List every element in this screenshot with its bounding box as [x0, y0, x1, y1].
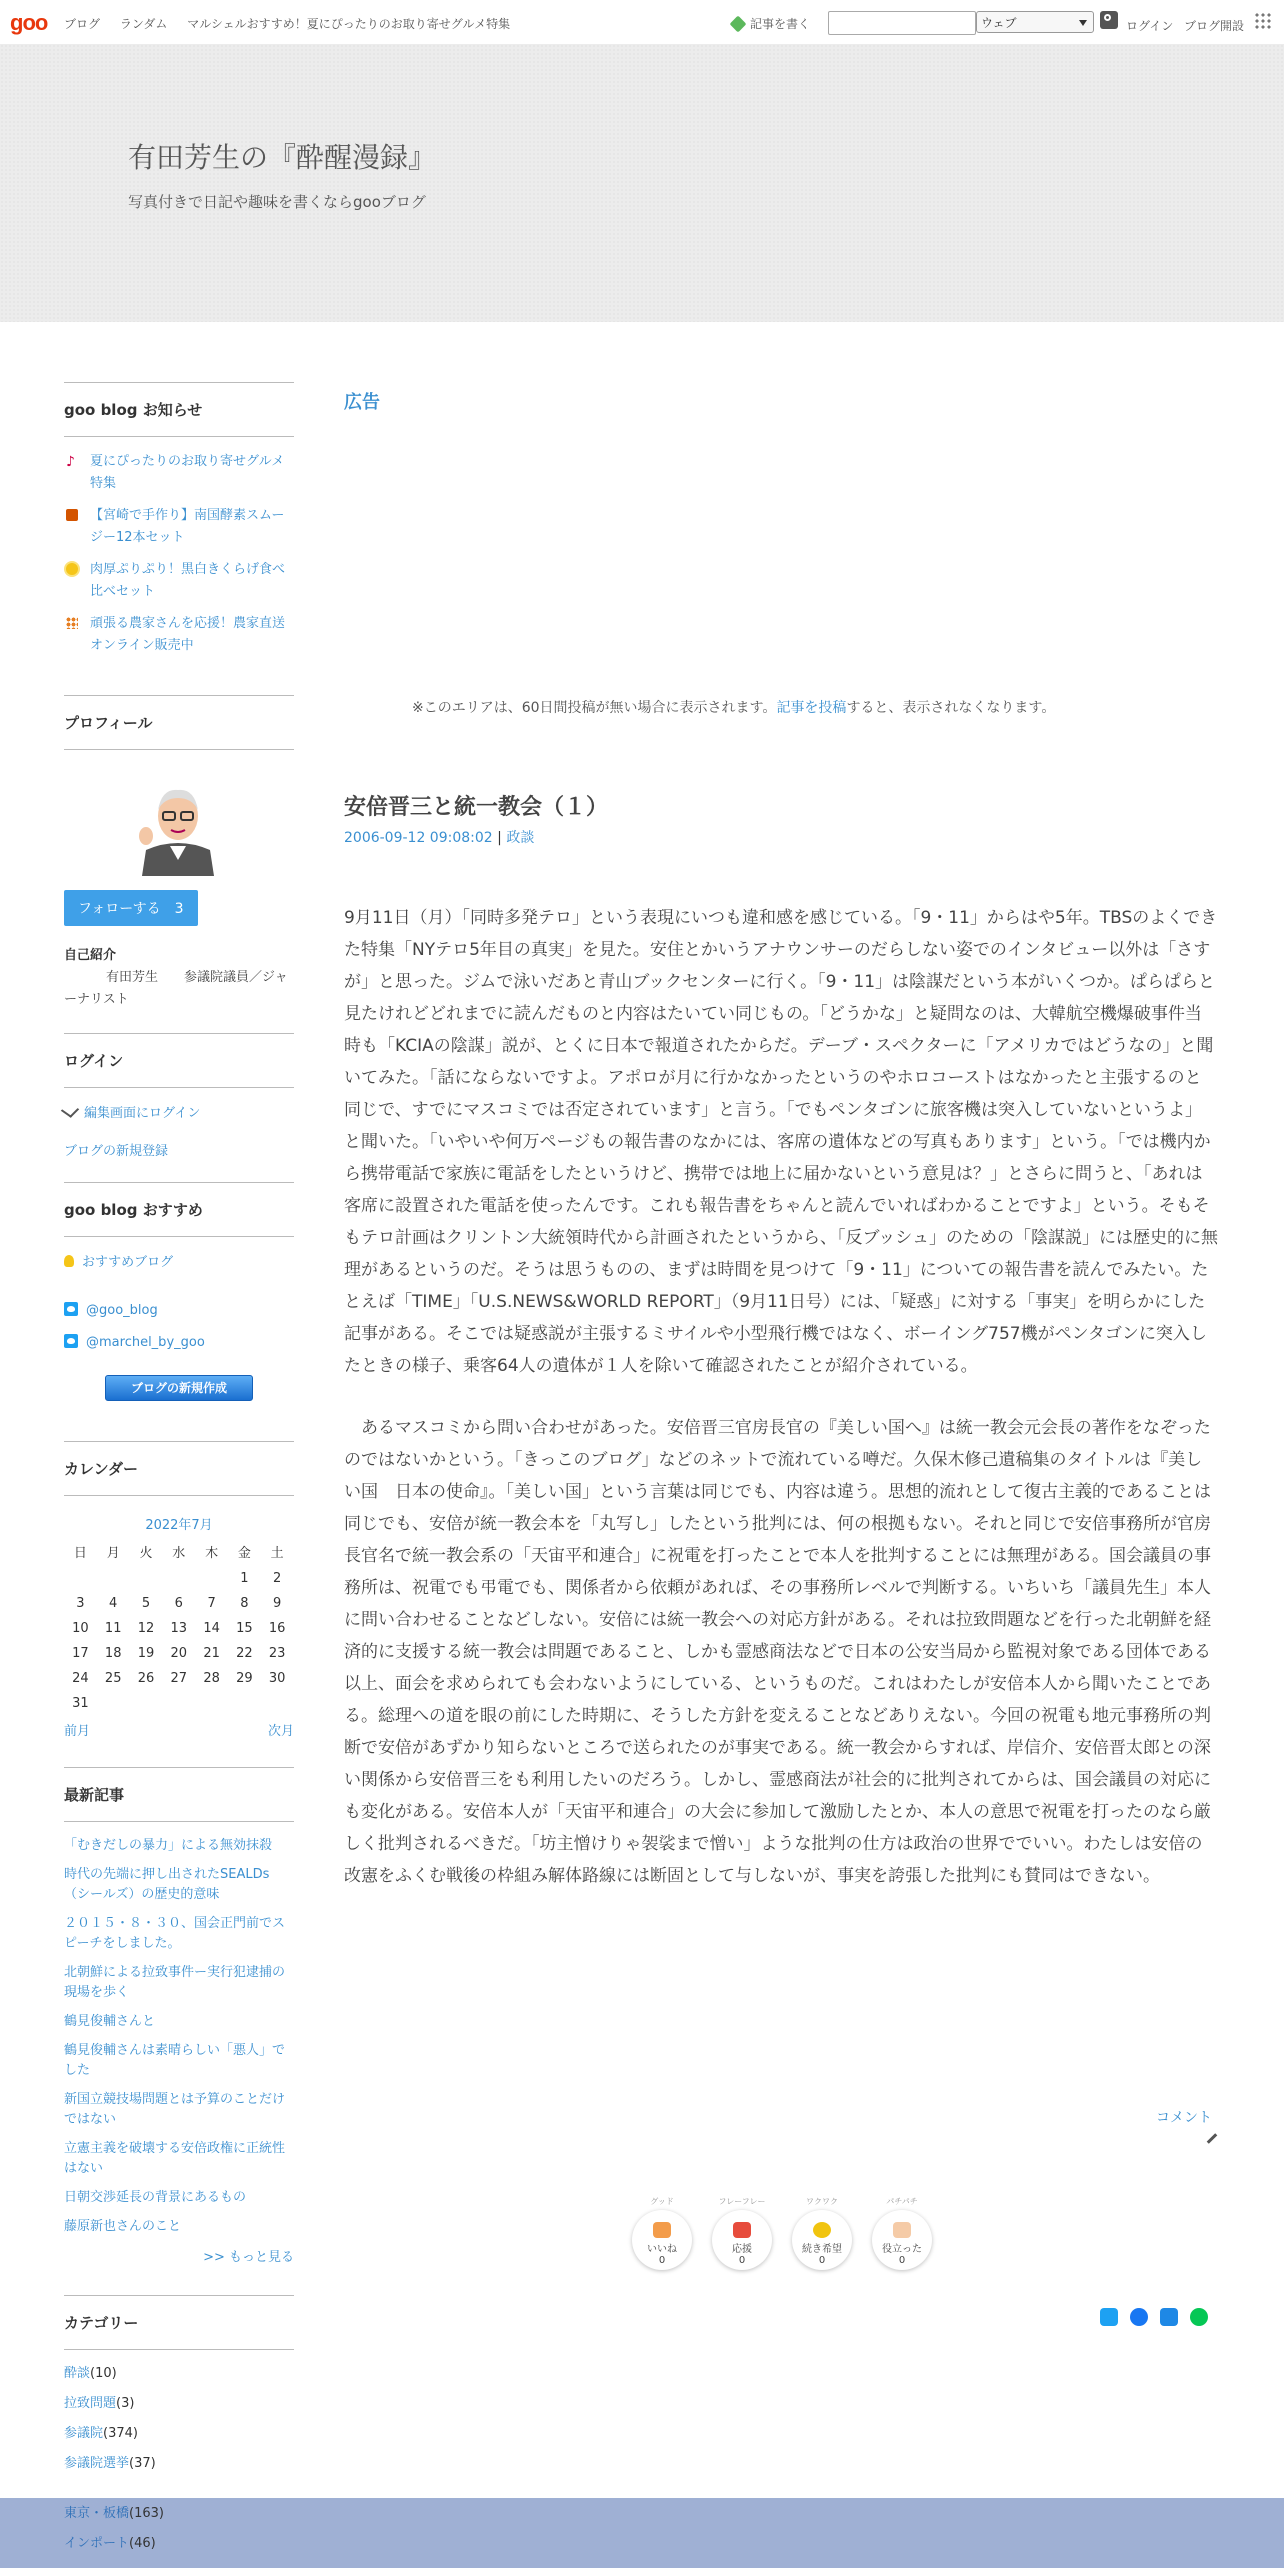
calendar-day	[228, 1691, 261, 1716]
calendar-day[interactable]: 16	[268, 1621, 286, 1636]
post-date[interactable]: 2006-09-12 09:08:02	[344, 830, 493, 846]
recommend-blog-label: おすすめブログ	[82, 1255, 174, 1270]
search-icon[interactable]	[1100, 11, 1118, 29]
calendar-week	[64, 1591, 294, 1616]
category-item	[64, 2394, 294, 2414]
category-count: (37)	[129, 2456, 156, 2471]
chevron-down-icon	[1079, 20, 1087, 26]
weekday: 土	[270, 1546, 284, 1561]
blog-title[interactable]: 有田芳生の『酔醒漫録』	[128, 141, 437, 174]
search-scope-select[interactable]	[976, 11, 1094, 33]
calendar-week	[64, 1616, 294, 1641]
calendar-week	[64, 1666, 294, 1691]
calendar-day[interactable]: 18	[104, 1646, 122, 1661]
calendar-week	[64, 1691, 294, 1716]
reaction-caption: ワクワク	[806, 2197, 838, 2206]
category-list-continued	[64, 2504, 164, 2564]
calendar-weekdays	[64, 1541, 294, 1566]
category-count: (374)	[103, 2426, 138, 2441]
avatar-illustration	[132, 776, 224, 876]
calendar-day[interactable]: 13	[170, 1621, 188, 1636]
calendar-day[interactable]: 26	[137, 1671, 155, 1686]
category-link[interactable]: 東京・板橋	[64, 2506, 130, 2521]
sidebar	[64, 382, 294, 2484]
sun-icon	[66, 563, 78, 575]
calendar-next-link[interactable]: 次月	[267, 1724, 294, 1739]
line-share-icon[interactable]	[1190, 2308, 1208, 2326]
news-list	[64, 451, 294, 657]
twitter-icon	[64, 1302, 78, 1316]
edit-login-link[interactable]	[64, 1104, 294, 1124]
post-paragraph: 9月11日（月）「同時多発テロ」という表現にいつも違和感を感じている。「9・11」からはや5年。TBSのよくできた特集「NYテロ5年目の真実」を見た。安住とかいうアナウンサーのだらしない姿でのインタビュー以外は「さすが」と思った。ジムで泳いだあと青山ブックセンターに行く。「9・11」は陰謀だという本がいくつか。ぱらぱらと見たけれどどれまでに読んだものと内容はたいてい同じもの。「どうかな」と疑問なのは、大韓航空機爆破事件当時も「KCIAの陰謀」説が、とくに日本で報道されたからだ。デーブ・スペクターに「アメリカではどうなの」と聞いてみた。「話にならないですよ。アポロが月に行かなかったというのやホロコーストはなかったと主張するのと同じで、すでにマスコミでは否定されています」と言う。「でもペンタゴンに旅客機は突入していないというよ」と聞いた。「いやいや何万ページもの報告書のなかには、客席の遺体などの写真もあります」という。「では機内から携帯電話で家族に電話をしたというけど、携帯では地上に届かないという意見は？」とさらに問うと、「あれは客席に設置された電話を使ったんです。これも報告書をちゃんと読んでいればわかることですよ」という。そもそもテロ計画はクリントン大統領時代から計画されたというから、「反ブッシュ」のための「陰謀説」には歴史的に無理があるというのだ。そうは思うものの、まずは時間を見つけて「9・11」についての報告書を読んでみたい。たとえば「TIME」「U.S.NEWS&WORLD REPORT」（9月11日号）には、「疑惑」に対する「事実」を明らかにした記事がある。そこでは疑惑説が主張するミサイルや小型飛行機ではなく、ボーイング757機がペンタゴンに突入したときの様子、乗客64人の遺体が１人を除いて確認されたことが紹介されている。	[344, 908, 1218, 1376]
recent-item[interactable]: 鶴見俊輔さんは素晴らしい「悪人」でした	[64, 2043, 286, 2078]
new-blog-button[interactable]: ブログの新規作成	[105, 1375, 253, 1401]
recent-item[interactable]: 時代の先端に押し出されたSEALDs（シールズ）の歴史的意味	[64, 1867, 270, 1902]
calendar-day	[195, 1566, 228, 1591]
cup-icon	[66, 509, 78, 521]
top-link-random[interactable]: ランダム	[119, 17, 168, 31]
calendar-day[interactable]: 7	[207, 1596, 216, 1611]
ad-note	[412, 697, 1055, 717]
category-link[interactable]: 参議院	[64, 2426, 104, 2441]
category-count: (10)	[90, 2366, 117, 2381]
calendar-day	[64, 1566, 97, 1591]
intro-role: 参議院議員／ジャーナリスト	[64, 970, 288, 1007]
reaction-label: 応援	[732, 2244, 752, 2255]
top-links	[64, 15, 526, 32]
post-paragraph: あるマスコミから問い合わせがあった。安倍晋三官房長官の『美しい国へ』は統一教会元会長の著作をなぞったのではないかという。「きっこのブログ」などのネットで流れている噂だ。久保木修己遺稿集のタイトルは『美しい国 日本の使命』。「美しい国」という言葉は同じでも、内容は違う。思想的流れとして復古主義的であることは同じでも、安倍が統一教会本を「丸写し」したという批判には、何の根拠もない。それと同じで安倍事務所が官房長官名で統一教会系の「天宙平和連合」に祝電を打ったことで本人を批判することには無理がある。国会議員の事務所は、祝電でも弔電でも、関係者から依頼があれば、その事務所レベルで判断する。いちいち「議員先生」本人に問い合わせることなどしない。安倍には統一教会への対応方針がある。それは拉致問題などを行った北朝鮮を経済的に支援する統一教会は問題であること、しかも霊感商法などで日本の公安当局から監視対象である団体である以上、面会を求められても会わないようにしている、というものだ。これはわたしが安倍本人から聞いたことである。総理への道を眼の前にした時期に、そうした方針を変えることなどありえない。今回の祝電も地元事務所の判断で安倍があずかり知らないところで送られたのが事実である。統一教会からすれば、岸信介、安倍晋太郎との深い関係から安倍晋三をも利用したいのだろう。しかし、霊感商法が社会的に批判されてからは、国会議員の対応にも変化がある。安倍本人が「天宙平和連合」の大会に参加して激励したとか、本人の意思で祝電を打ったのなら厳しく批判されるべきだ。「坊主憎けりゃ袈裟まで憎い」ような批判の仕方は政治の世界ででいい。わたしは安倍の改憲をふくむ戦後の枠組み解体路線には断固として与しないが、事実を誇張した批判にも賛同はできない。	[344, 1418, 1211, 1886]
intro-name: 有田芳生	[106, 970, 159, 985]
calendar-day[interactable]: 23	[268, 1646, 286, 1661]
calendar-day[interactable]: 21	[203, 1646, 220, 1661]
recommend-blog-link[interactable]	[64, 1253, 294, 1273]
calendar-day[interactable]: 11	[104, 1621, 122, 1636]
grid-icon	[66, 617, 78, 629]
blog-header	[0, 44, 1284, 322]
calendar-day	[130, 1566, 163, 1591]
post-category-link[interactable]: 政談	[506, 830, 535, 846]
news-item[interactable]	[64, 613, 294, 657]
category-count: (46)	[129, 2536, 156, 2551]
calendar-day[interactable]: 1	[240, 1571, 249, 1586]
follow-button[interactable]	[64, 890, 198, 926]
calendar-day[interactable]: 4	[109, 1596, 118, 1611]
reaction-cheer-button[interactable]	[712, 2197, 772, 2270]
music-note-icon: ♪	[66, 454, 75, 470]
weekday: 木	[205, 1546, 219, 1561]
calendar-day	[261, 1691, 294, 1716]
calendar-day	[162, 1691, 195, 1716]
calendar-day	[97, 1566, 130, 1591]
edit-login-label: 編集画面にログイン	[84, 1106, 201, 1121]
recent-heading: 最新記事	[64, 1767, 294, 1822]
calendar-day[interactable]: 19	[137, 1646, 155, 1661]
ad-heading: 広告	[344, 392, 380, 413]
calendar-day[interactable]: 17	[72, 1646, 89, 1661]
blog-subtitle: 写真付きで日記や趣味を書くならgooブログ	[128, 193, 426, 211]
recent-item[interactable]: 新国立競技場問題とは予算のことだけではない	[64, 2092, 286, 2127]
calendar-day[interactable]: 20	[170, 1646, 188, 1661]
calendar-day[interactable]: 22	[236, 1646, 253, 1661]
follow-count: 3	[174, 901, 184, 917]
pencil-icon	[61, 1102, 79, 1117]
weekday: 金	[237, 1546, 251, 1561]
calendar-day[interactable]: 8	[240, 1596, 249, 1611]
weekday: 日	[73, 1546, 87, 1561]
news-item[interactable]	[64, 505, 294, 549]
facebook-share-icon[interactable]	[1130, 2308, 1148, 2326]
recent-item[interactable]: 日朝交渉延長の背景にあるもの	[64, 2190, 247, 2205]
excited-face-icon	[813, 2222, 831, 2238]
news-item-label: 夏にぴったりのお取り寄せグルメ特集	[90, 454, 285, 491]
calendar-day[interactable]: 3	[76, 1596, 85, 1611]
calendar-day[interactable]: 6	[174, 1596, 183, 1611]
calendar-day[interactable]: 27	[170, 1671, 188, 1686]
category-count: (3)	[116, 2396, 135, 2411]
intro-heading: 自己紹介	[64, 948, 117, 963]
top-bar	[0, 0, 1284, 45]
category-count: (163)	[129, 2506, 164, 2521]
clap-icon	[893, 2222, 911, 2238]
calendar-day	[162, 1566, 195, 1591]
recent-item[interactable]: ２０１５・８・３０、国会正門前でスピーチをしました。	[64, 1916, 286, 1951]
footer-band	[0, 2498, 1284, 2568]
category-item	[64, 2534, 164, 2554]
recent-item[interactable]: 「むきだしの暴力」による無効抹殺	[64, 1838, 273, 1853]
twitter-share-icon[interactable]	[1100, 2308, 1118, 2326]
reaction-count: 0	[658, 2255, 666, 2266]
top-link-blog[interactable]: ブログ	[64, 17, 101, 31]
calendar-day	[97, 1691, 130, 1716]
post-body	[344, 902, 1218, 1892]
reaction-label: いいね	[647, 2244, 677, 2255]
category-list	[64, 2364, 294, 2474]
blog-open-link[interactable]: ブログ開設	[1184, 19, 1245, 33]
category-link[interactable]: 参議院選挙	[64, 2456, 130, 2471]
news-item-label: 肉厚ぷりぷり！黒白きくらげ食べ比べセット	[90, 562, 286, 599]
calendar-day[interactable]: 24	[72, 1671, 89, 1686]
news-item[interactable]	[64, 451, 294, 495]
news-item[interactable]	[64, 559, 294, 603]
comment-link[interactable]: コメント	[1156, 2110, 1212, 2126]
category-link[interactable]: 酔談	[64, 2366, 91, 2381]
post-title[interactable]: 安倍晋三と統一教会（１）	[344, 795, 609, 820]
post-article-link[interactable]: 記事を投稿	[776, 700, 847, 716]
reaction-caption: パチパチ	[886, 2197, 918, 2206]
reaction-count: 0	[738, 2255, 746, 2266]
calendar-day[interactable]: 29	[236, 1671, 253, 1686]
calendar-day[interactable]: 28	[203, 1671, 220, 1686]
reaction-label: 役立った	[882, 2244, 922, 2255]
recent-item[interactable]: 立憲主義を破壊する安倍政権に正統性はない	[64, 2141, 286, 2176]
apps-grid-icon[interactable]	[1254, 12, 1272, 30]
twitter-goo-blog-label: @goo_blog	[86, 1303, 158, 1318]
category-item	[64, 2454, 294, 2474]
ad-note-post: すると、表示されなくなります。	[846, 700, 1056, 716]
category-item	[64, 2424, 294, 2444]
calendar-weeks	[64, 1566, 294, 1716]
meta-separator: |	[497, 830, 502, 846]
reaction-caption: フレーフレー	[718, 2197, 766, 2206]
search-scope-value: ウェブ	[981, 16, 1017, 30]
calendar-day[interactable]: 30	[268, 1671, 286, 1686]
reaction-more-button[interactable]	[792, 2197, 852, 2270]
calendar-day[interactable]: 10	[72, 1621, 89, 1636]
login-heading: ログイン	[64, 1033, 294, 1088]
avatar	[132, 776, 224, 876]
search-input[interactable]	[828, 11, 976, 35]
twitter-marchel-label: @marchel_by_goo	[86, 1335, 205, 1350]
recent-item[interactable]: 鶴見俊輔さんと	[64, 2014, 156, 2029]
reaction-caption: グッド	[650, 2197, 674, 2206]
category-heading: カテゴリー	[64, 2295, 294, 2350]
news-heading: goo blog お知らせ	[64, 382, 294, 437]
post-meta	[344, 827, 534, 847]
calendar-week	[64, 1566, 294, 1591]
lightbulb-icon	[64, 1255, 74, 1267]
calendar-day[interactable]: 9	[273, 1596, 282, 1611]
weekday: 水	[172, 1546, 186, 1561]
twitter-marchel-link[interactable]	[64, 1333, 294, 1353]
calendar	[64, 1514, 294, 1739]
weekday: 月	[106, 1546, 120, 1561]
weekday: 火	[139, 1546, 153, 1561]
category-link[interactable]: 拉致問題	[64, 2396, 117, 2411]
calendar-day[interactable]: 12	[137, 1621, 155, 1636]
category-item	[64, 2504, 164, 2524]
pencil-icon[interactable]	[1204, 2133, 1216, 2145]
top-link-marchel[interactable]: マルシェルおすすめ！夏にぴったりのお取り寄せグルメ特集	[187, 17, 511, 31]
goo-logo[interactable]: goo	[10, 10, 48, 35]
calendar-day[interactable]: 25	[104, 1671, 122, 1686]
recent-list	[64, 1836, 294, 2237]
calendar-week	[64, 1641, 294, 1666]
calendar-day	[195, 1691, 228, 1716]
calendar-day[interactable]: 15	[236, 1621, 253, 1636]
write-article-link[interactable]	[732, 15, 810, 32]
calendar-day[interactable]: 5	[141, 1596, 151, 1611]
calendar-prev-link[interactable]: 前月	[64, 1724, 91, 1739]
reaction-count: 0	[898, 2255, 906, 2266]
recent-item[interactable]: 藤原新也さんのこと	[64, 2219, 182, 2234]
calendar-month[interactable]: 2022年7月	[145, 1518, 213, 1533]
calendar-nav	[64, 1720, 294, 1739]
recent-item[interactable]: 北朝鮮による拉致事件ー実行犯逮捕の現場を歩く	[64, 1965, 286, 2000]
calendar-day[interactable]: 14	[203, 1621, 220, 1636]
reaction-good-button[interactable]	[632, 2197, 692, 2270]
follow-label: フォローする	[78, 901, 161, 917]
thumbs-up-icon	[653, 2222, 671, 2238]
write-label: 記事を書く	[750, 17, 811, 31]
megaphone-icon	[733, 2222, 751, 2238]
category-item	[64, 2364, 294, 2384]
intro-text	[64, 967, 294, 1011]
pencil-icon	[730, 16, 747, 33]
reaction-useful-button[interactable]	[872, 2197, 932, 2270]
calendar-day	[130, 1691, 163, 1716]
recommend-heading: goo blog おすすめ	[64, 1182, 294, 1237]
news-item-label: 頑張る農家さんを応援！農家直送オンライン販売中	[90, 616, 286, 653]
calendar-heading: カレンダー	[64, 1441, 294, 1496]
reaction-count: 0	[818, 2255, 826, 2266]
login-link[interactable]: ログイン	[1126, 19, 1174, 33]
profile-heading: プロフィール	[64, 695, 294, 750]
twitter-icon	[64, 1334, 78, 1348]
more-link[interactable]: >> もっと見る	[203, 2250, 294, 2265]
ad-note-pre: ※このエリアは、60日間投稿が無い場合に表示されます。	[412, 700, 777, 716]
category-link[interactable]: インポート	[64, 2536, 130, 2551]
hatena-bookmark-icon[interactable]	[1160, 2308, 1178, 2326]
reaction-label: 続き希望	[802, 2244, 842, 2255]
register-link[interactable]: ブログの新規登録	[64, 1144, 169, 1159]
calendar-day[interactable]: 31	[72, 1696, 89, 1711]
news-item-label: 【宮崎で手作り】南国酵素スムージー12本セット	[90, 508, 285, 545]
calendar-day[interactable]: 2	[273, 1571, 282, 1586]
twitter-goo-blog-link[interactable]	[64, 1301, 294, 1321]
